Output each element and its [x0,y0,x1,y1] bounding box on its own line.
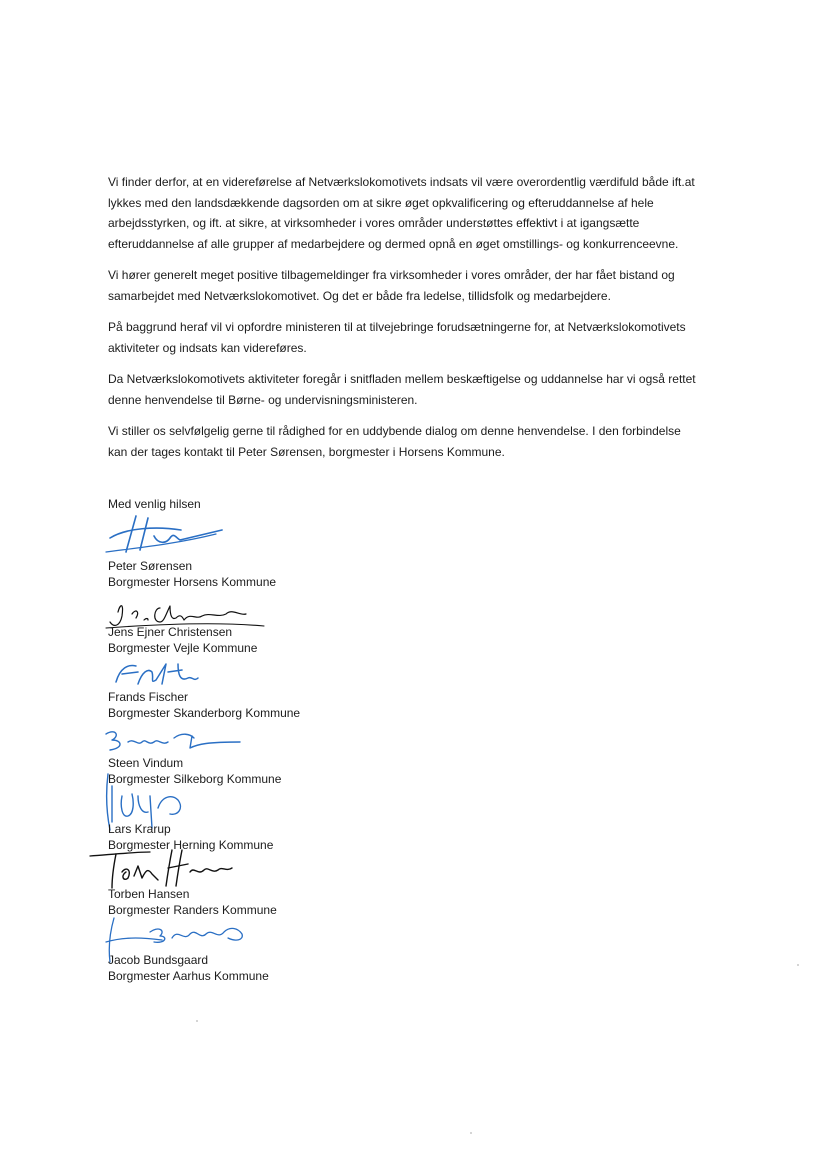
signer-title: Borgmester Silkeborg Kommune [108,772,282,786]
signer-name: Torben Hansen [108,887,190,901]
signer-name: Peter Sørensen [108,559,193,573]
paragraph: Da Netværkslokomotivets aktiviteter foregår i snitfladen mellem beskæftigelse og uddannelse har vi også rettet denne henvendelse til Børne- og undervisningsministeren. [108,372,696,407]
scan-speck [196,1020,198,1022]
signer-title: Borgmester Vejle Kommune [108,641,258,655]
closing-salutation: Med venlig hilsen [108,497,201,511]
signer-block [108,952,269,984]
scan-speck [797,964,799,966]
signer-name: Lars Krarup [108,822,171,836]
paragraph: Vi hører generelt meget positive tilbagemeldinger fra virksomheder i vores områder, der har fået bistand og samarbejdet med Netværkslokomotivet. Og det er både fra ledelse, tillidsfolk og medarbejdere. [108,268,675,303]
signer-title: Borgmester Herning Kommune [108,838,274,852]
signer-name: Jacob Bundsgaard [108,953,209,967]
signer-title: Borgmester Aarhus Kommune [108,969,269,983]
scan-speck [470,1132,472,1134]
signer-block [108,689,300,721]
signer-title: Borgmester Horsens Kommune [108,575,277,589]
signature-torben-hansen [86,846,246,890]
paragraph: På baggrund heraf vil vi opfordre ministeren til at tilvejebringe forudsætningerne for, at Netværkslokomotivets aktiviteter og indsats kan videreføres. [108,320,686,355]
signer-name: Steen Vindum [108,756,184,770]
signer-block [108,624,257,656]
paragraph: Vi stiller os selvfølgelig gerne til rådighed for en uddybende dialog om denne henvendelse. I den forbindelse kan der tages kontakt til Peter Sørensen, borgmester i Horsens Kommune. [108,424,681,459]
signature-peter-sorensen [96,508,236,556]
signer-title: Borgmester Skanderborg Kommune [108,706,301,720]
signer-name: Frands Fischer [108,690,189,704]
signature-frands-fischer [108,658,208,690]
signer-name: Jens Ejner Christensen [108,625,233,639]
signer-title: Borgmester Randers Kommune [108,903,277,917]
signer-block [108,558,276,590]
signature-steen-vindum [98,724,248,754]
letter-body [108,172,698,473]
paragraph: Vi finder derfor, at en videreførelse af Netværkslokomotivets indsats vil være overordentlig værdifuld både ift.at lykkes med den landsdækkende dagsorden om at sikre øget opkvalificering og efteruddannelse af hele arbejdsstyrken, og ift. at sikre, at virksomheder i vores områder understøttes effektivt i at igangsætte efteruddannelse af alle grupper af medarbejdere og dermed opnå en øget omstillings- og konkurrenceevne. [108,175,695,251]
